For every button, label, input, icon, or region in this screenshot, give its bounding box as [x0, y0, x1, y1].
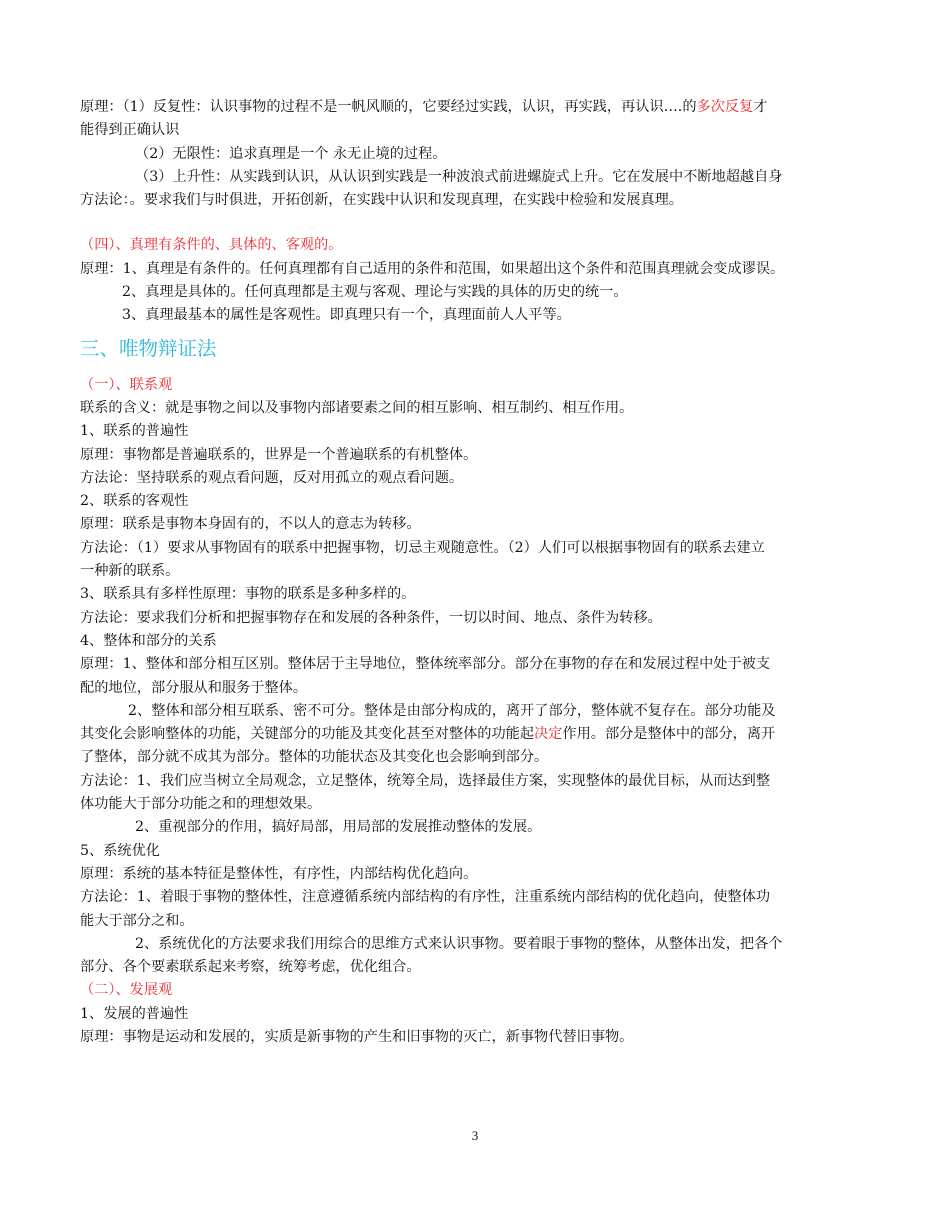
text-line: 部分、各个要素联系起来考察，统筹考虑，优化组合。: [80, 959, 421, 976]
text-line: 2、重视部分的作用，搞好局部，用局部的发展推动整体的发展。: [135, 819, 542, 836]
text-line: 方法论：坚持联系的观点看问题，反对用孤立的观点看问题。: [80, 469, 464, 486]
text-line: （2）无限性：追求真理是一个 永无止境的过程。: [135, 145, 447, 162]
text-line: 配的地位，部分服从和服务于整体。: [80, 679, 308, 696]
subheading: 2、联系的客观性: [80, 493, 189, 510]
document-body: [80, 96, 880, 1049]
text-line: 体功能大于部分功能之和的理想效果。: [80, 796, 322, 813]
text-line: 了整体，部分就不成其为部分。整体的功能状态及其变化也会影响到部分。: [80, 749, 549, 766]
subheading: 5、系统优化: [80, 842, 160, 859]
section-heading: （一）、联系观: [80, 376, 173, 393]
text-line: 方法论：1、我们应当树立全局观念，立足整体，统筹全局，选择最佳方案，实现整体的最优目标，从而达到整: [80, 772, 771, 789]
text-line: 原理：事物都是普遍联系的，世界是一个普遍联系的有机整体。: [80, 446, 478, 463]
subheading: 1、联系的普遍性: [80, 423, 189, 440]
text-line: 原理：系统的基本特征是整体性，有序性，内部结构优化趋向。: [80, 865, 478, 882]
text-line: 3、真理最基本的属性是客观性。即真理只有一个，真理面前人人平等。: [122, 307, 571, 324]
text-line: 方法论：要求我们分析和把握事物存在和发展的各种条件，一切以时间、地点、条件为转移。: [80, 609, 662, 626]
section-heading: （二）、发展观: [80, 982, 173, 999]
text-line: 一种新的联系。: [80, 563, 180, 580]
text-line: 方法论：。要求我们与时俱进，开拓创新，在实践中认识和发现真理，在实践中检验和发展真理。: [80, 192, 683, 209]
text-line: 2、系统优化的方法要求我们用综合的思维方式来认识事物。要着眼于事物的整体，从整体出发，把各个: [135, 935, 783, 952]
subheading: 3、联系具有多样性原理：事物的联系是多种多样的。: [80, 586, 416, 603]
text-line: 方法论：1、着眼于事物的整体性，注意遵循系统内部结构的有序性，注重系统内部结构的优化趋向，使整体功: [80, 889, 771, 906]
text-line: 方法论：（1）要求从事物固有的联系中把握事物，切忌主观随意性。（2）人们可以根据事物固有的联系去建立: [80, 539, 765, 556]
text-line: 原理：联系是事物本身固有的，不以人的意志为转移。: [80, 516, 421, 533]
emphasis-red: 决定: [534, 726, 563, 743]
text-line: 能得到正确认识: [80, 122, 180, 139]
text-line: 原理：（1）反复性：认识事物的过程不是一帆风顺的，它要经过实践，认识，再实践，再认识….的多次反复才: [80, 99, 768, 115]
text-line: 原理：1、整体和部分相互区别。整体居于主导地位，整体统率部分。部分在事物的存在和发展过程中处于被支: [80, 656, 771, 673]
text-line: 能大于部分之和。: [80, 912, 194, 929]
text-line: （3）上升性：从实践到认识，从认识到实践是一种波浪式前进螺旋式上升。它在发展中不断地超越自身: [135, 168, 783, 185]
section-heading: （四）、真理有条件的、具体的、客观的。: [80, 237, 343, 254]
subheading: 1、发展的普遍性: [80, 1005, 189, 1022]
chapter-heading: 三、唯物辩证法: [80, 336, 217, 360]
text-line: 其变化会影响整体的功能，关键部分的功能及其变化甚至对整体的功能起决定作用。部分是整体中的部分，离开: [80, 726, 776, 743]
text-line: 原理：1、真理是有条件的。任何真理都有自己适用的条件和范围，如果超出这个条件和范围真理就会变成谬误。: [80, 260, 785, 277]
subheading: 4、整体和部分的关系: [80, 632, 217, 649]
text-line: 2、整体和部分相互联系、密不可分。整体是由部分构成的，离开了部分，整体就不复存在。部分功能及: [128, 702, 776, 719]
text-line: 联系的含义：就是事物之间以及事物内部诸要素之间的相互影响、相互制约、相互作用。: [80, 399, 634, 416]
text-line: 原理：事物是运动和发展的，实质是新事物的产生和旧事物的灭亡，新事物代替旧事物。: [80, 1028, 634, 1045]
emphasis-red: 多次反复: [696, 99, 754, 115]
page-number: 3: [471, 1128, 479, 1143]
text-line: 2、真理是具体的。任何真理都是主观与客观、理论与实践的具体的历史的统一。: [122, 284, 628, 301]
